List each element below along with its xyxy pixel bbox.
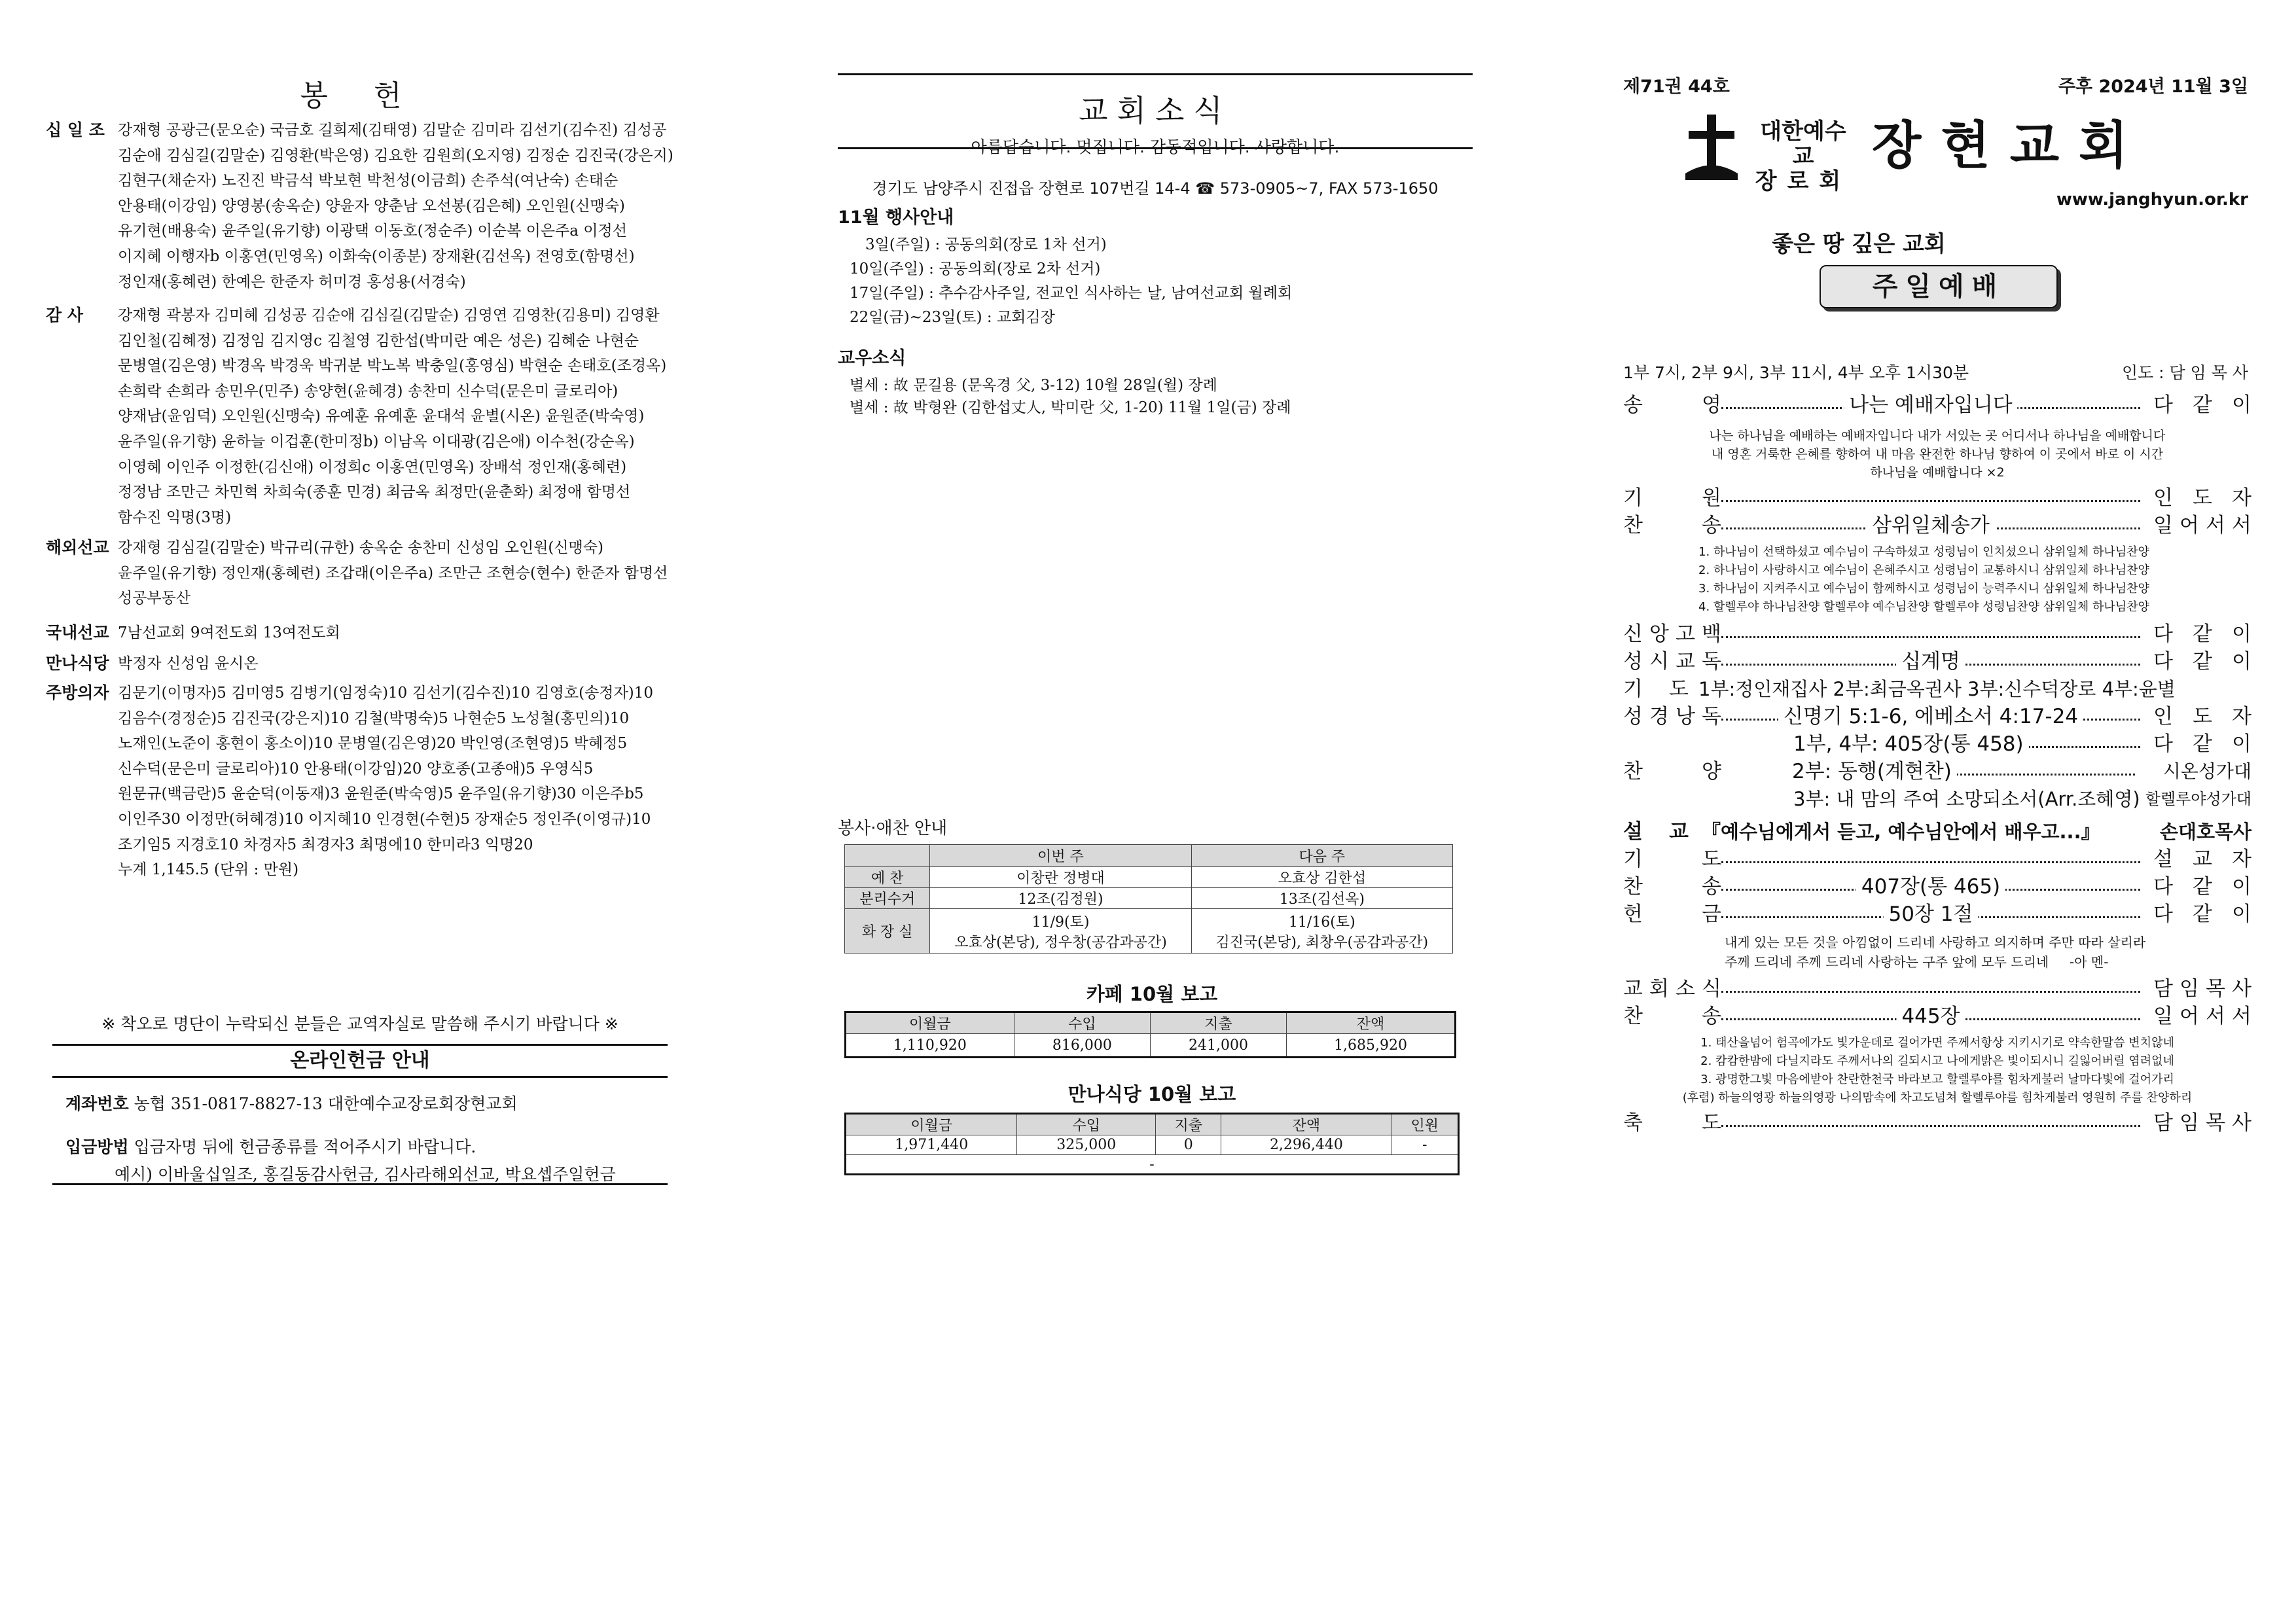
church-news-panel: [838, 0, 1473, 1623]
name-list: [118, 620, 694, 646]
order-performer: 담 임 목 사: [2151, 975, 2251, 1003]
lyric-line: 2. 하나님이 사랑하시고 예수님이 은혜주시고 성령님이 교통하시니 삼위일체 하나님찬양: [1698, 563, 2149, 577]
order-row-responsive-reading: [1623, 648, 2251, 675]
online-offering-title: 온라인헌금 안내: [52, 1044, 668, 1078]
order-label: 신 앙 고 백: [1623, 622, 1721, 646]
table-row: [846, 1034, 1456, 1058]
cross-icon: [1682, 111, 1741, 183]
order-content: 십계명: [1896, 648, 1965, 675]
table-row: [845, 909, 1453, 954]
denomination-line: 대한예수교: [1760, 118, 1846, 169]
order-row-praise-2: [1623, 758, 2251, 785]
order-label: 교 회 소 식: [1623, 977, 1721, 1001]
section-label: 해외선교: [46, 538, 109, 557]
dotted-leader: [1721, 703, 2140, 728]
dotted-leader: [1721, 975, 2140, 993]
name-line: 신수덕(문은미 글로리아)10 안용태(이강임)20 양호종(고종애)5 우영식5: [118, 760, 594, 777]
name-list: [118, 535, 694, 611]
name-line: 원문규(백금란)5 윤순덕(이동재)3 윤원준(박숙영)5 윤주일(유기향)30 이은주b5: [118, 785, 644, 803]
news-title: 교회소식: [1079, 93, 1232, 128]
table-cell: 2,296,440: [1221, 1135, 1391, 1155]
table-header: 지출: [1156, 1114, 1221, 1135]
dotted-leader: [1793, 730, 2140, 756]
lyric-line: 3. 하나님이 지켜주시고 예수님이 함께하시고 성령님이 능력주시니 삼위일체 하나님찬양: [1698, 582, 2149, 596]
dotted-leader: [1721, 901, 2140, 926]
order-label: 기 원: [1623, 486, 1721, 510]
church-logo: [1682, 111, 2193, 194]
service-table: [844, 844, 1453, 954]
offering-title: 봉 헌: [300, 79, 420, 113]
lyrics-block: [1698, 543, 2149, 616]
table-cell: [845, 845, 930, 867]
order-label: 설 교: [1623, 820, 1689, 844]
name-line: 정인재(홍혜련) 한예은 한준자 허미경 홍성용(서경숙): [118, 273, 466, 291]
event-item: 17일(주일) : 추수감사주일, 전교인 식사하는 날, 남여선교회 월례회: [850, 285, 1293, 302]
cell-line: 오효상(본당), 정우창(공감과공간): [954, 934, 1167, 951]
member-news-title: 교우소식: [838, 348, 906, 368]
lyric-line: 2. 캄캄한밤에 다닐지라도 주께서나의 길되시고 나에게밝은 빛이되시니 길잃어버릴 염려없네: [1700, 1054, 2174, 1068]
order-performer: 다 같 이: [2151, 730, 2251, 758]
denomination-line: 장로회: [1755, 168, 1852, 194]
account-info: [65, 1091, 518, 1115]
order-label: 찬 양: [1623, 760, 1721, 783]
order-label: 송 영: [1623, 393, 1721, 417]
dotted-leader: [1721, 648, 2140, 673]
name-line: 박정자 신성임 윤시온: [118, 655, 259, 672]
name-line: 이영혜 이인주 이정한(김신애) 이정희c 이홍연(민영옥) 장배석 정인재(홍혜련): [118, 458, 627, 476]
worship-panel: [1623, 0, 2258, 1623]
table-cell: -: [846, 1155, 1459, 1175]
lyric-line: 주께 드리네 주께 드리네 사랑하는 구주 앞에 모두 드리네 -아 멘-: [1725, 954, 2109, 970]
table-header: 지출: [1150, 1012, 1286, 1034]
table-cell: 이창란 정병대: [930, 867, 1191, 888]
name-line: 윤주일(유기향) 정인재(홍혜련) 조갑래(이은주a) 조만근 조현승(현수) 한준자 함명선: [118, 564, 668, 582]
order-content: 『예수님에게서 듣고, 예수님안에서 배우고...』: [1702, 821, 2100, 843]
lyrics-block: [1623, 1034, 2251, 1107]
order-performer: 손대호목사: [2159, 821, 2251, 843]
table-header: 잔액: [1287, 1012, 1456, 1034]
service-name-badge: 주일예배: [1820, 265, 2058, 308]
order-label: 찬 송: [1623, 875, 1721, 899]
name-line: 강재형 김심길(김말순) 박규리(규한) 송옥순 송찬미 신성임 오인원(신맹숙): [118, 539, 604, 556]
lyric-line: 내게 있는 모든 것을 아낌없이 드리네 사랑하고 의지하며 주만 따라 살리라: [1725, 935, 2146, 950]
table-header: 다음 주: [1191, 845, 1452, 867]
section-label: 감 사: [46, 306, 84, 325]
table-header: 이번 주: [930, 845, 1191, 867]
section-label: 국내선교: [46, 623, 109, 642]
order-content: 1부, 4부: 405장(통 458): [1793, 730, 2029, 758]
cell-line: 김진국(본당), 최창우(공감과공간): [1215, 934, 1429, 951]
name-line: 이인주30 이정만(허혜경)10 이지혜10 인경현(수현)5 장재순5 정인주(이영규)10: [118, 810, 651, 828]
order-label: 찬 송: [1623, 514, 1721, 537]
name-line: 김인철(김혜정) 김정임 김지영c 김철영 김한섭(박미란 예은 성은) 김혜순 나현순: [118, 332, 639, 349]
order-label: 기 도: [1623, 847, 1721, 871]
order-label: 찬 송: [1623, 1005, 1721, 1028]
lyrics-block: [1725, 933, 2145, 972]
cafe-table: [844, 1011, 1456, 1058]
order-row-praise-1: [1623, 730, 2251, 758]
dotted-leader: [1721, 391, 2140, 417]
name-line: 김순애 김심길(김말순) 김영환(박은영) 김요한 김원희(오지영) 김정순 김진국(강은지): [118, 147, 673, 164]
total-amount: 누계 1,145.5 (단위 : 만원): [118, 861, 299, 879]
name-line: 함수진 익명(3명): [118, 508, 232, 526]
method-example: 예시) 이바울십일조, 홍길동감사헌금, 김사라해외선교, 박요셉주일헌금: [115, 1165, 616, 1184]
account-number: 농협 351-0817-8827-13 대한예수교장로회장현교회: [134, 1094, 518, 1113]
service-title: 봉사·애찬 안내: [838, 819, 948, 838]
lyric-line: 1. 하나님이 선택하셨고 예수님이 구속하셨고 성령님이 인치셨으니 삼위일체 하나님찬양: [1698, 545, 2149, 559]
name-line: 7남선교회 9여전도회 13여전도회: [118, 624, 340, 641]
section-label: 만나식당: [46, 654, 109, 673]
table-row: [845, 867, 1453, 888]
table-row: [846, 1155, 1459, 1175]
order-row-scripture: [1623, 703, 2251, 730]
event-item: 3일(주일) : 공동의회(장로 1차 선거): [865, 236, 1107, 253]
order-label: 성 시 교 독: [1623, 650, 1721, 673]
table-cell: 1,971,440: [846, 1135, 1017, 1155]
order-row-sermon: [1623, 818, 2251, 846]
order-performer: 다 같 이: [2151, 873, 2251, 901]
method-text: 입금자명 뒤에 헌금종류를 적어주시기 바랍니다.: [134, 1137, 476, 1156]
service-times: 1부 7시, 2부 9시, 3부 11시, 4부 오후 1시30분: [1623, 363, 1969, 382]
name-line: 강재형 공광근(문오순) 국금호 길희제(김태영) 김말순 김미라 김선기(김수진) 김성공: [118, 122, 667, 139]
dotted-leader: [1721, 484, 2140, 502]
volume-number: 제71권 44호: [1623, 77, 1730, 97]
order-row-announcements: [1623, 975, 2251, 1003]
name-line: 윤주일(유기향) 윤하늘 이겁훈(한미정b) 이남옥 이대광(김은애) 이수천(강순옥): [118, 433, 635, 450]
table-cell: 325,000: [1017, 1135, 1156, 1155]
name-line: 정정남 조만근 차민혁 차희숙(종훈 민경) 최금옥 최정만(윤춘화) 최정애 함명선: [118, 484, 631, 501]
order-row-benediction: [1623, 1109, 2251, 1137]
lyric-line: 1. 태산을넘어 험곡에가도 빛가운데로 걸어가면 주께서항상 지키시기로 약속한말씀 변치않네: [1700, 1036, 2174, 1050]
manna-report-title: 만나식당 10월 보고: [1067, 1083, 1236, 1105]
bulletin-date: 주후 2024년 11월 3일: [2058, 77, 2248, 97]
name-line: 노재인(노준이 홍현이 홍소이)10 문병열(김은영)20 박인영(조현영)5 박혜정5: [118, 735, 628, 753]
order-label: 축 도: [1623, 1111, 1721, 1135]
event-item: 10일(주일) : 공동의회(장로 2차 선거): [850, 260, 1101, 277]
order-performer: 인 도 자: [2151, 703, 2251, 730]
table-header: 이월금: [846, 1114, 1017, 1135]
order-row-hymn-2: [1623, 873, 2251, 901]
name-list: [118, 681, 694, 883]
section-label: 십 일 조: [46, 120, 105, 139]
row-label: 화 장 실: [845, 909, 930, 954]
table-cell: -: [1391, 1135, 1459, 1155]
event-item: 22일(금)~23일(토) : 교회김장: [850, 309, 1055, 326]
order-label: 헌 금: [1623, 902, 1721, 926]
order-label: 성 경 낭 독: [1623, 705, 1721, 728]
order-content: 나는 예배자입니다: [1844, 391, 2017, 419]
table-header: 잔액: [1221, 1114, 1391, 1135]
name-line: 김문기(이명자)5 김미영5 김병기(임정숙)10 김선기(김수진)10 김영호(송정자)10: [118, 685, 653, 702]
cell-line: 11/16(토): [1288, 914, 1355, 931]
order-performer: 일 어 서 서: [2151, 1003, 2251, 1030]
order-row-prayer-2: [1623, 846, 2251, 873]
order-performer: 인 도 자: [2151, 484, 2251, 512]
table-cell: 1,110,920: [846, 1034, 1014, 1058]
order-row-hymn-3: [1623, 1003, 2251, 1030]
order-performer: 다 같 이: [2151, 620, 2251, 648]
order-content: 445장: [1896, 1003, 1965, 1030]
table-cell: 816,000: [1014, 1034, 1150, 1058]
dotted-leader: [1721, 1003, 2140, 1028]
news-item: 별세 : 故 박형완 (김한섭丈人, 박미란 父, 1-20) 11월 1일(금) 장례: [850, 399, 1291, 416]
order-row-hymn: [1623, 512, 2251, 539]
lyric-line: 4. 할렐루야 하나님찬양 할렐루야 예수님찬양 할렐루야 성령님찬양 삼위일체 하나님찬양: [1698, 600, 2149, 614]
table-cell: 13조(김선옥): [1191, 888, 1452, 909]
order-content: 50장 1절: [1884, 901, 1979, 928]
name-line: 유기현(배용숙) 윤주일(유기향) 이광택 이동호(정순주) 이순복 이은주a 이정선: [118, 223, 627, 240]
order-performer: 다 같 이: [2151, 648, 2251, 675]
table-cell: 오효상 김한섭: [1191, 867, 1452, 888]
order-performer: 시온성가대: [2138, 758, 2251, 785]
cafe-report-title: 카페 10월 보고: [1086, 983, 1218, 1005]
dotted-leader: [1721, 512, 2140, 537]
name-line: 안용태(이강임) 양영봉(송옥순) 양윤자 양춘남 오선봉(김은혜) 오인원(신맹숙): [118, 197, 625, 215]
table-header: 수입: [1014, 1012, 1150, 1034]
method-label: 입금방법: [65, 1137, 129, 1156]
deposit-method: [65, 1134, 476, 1158]
order-content: 407장(통 465): [1856, 873, 2005, 901]
row-label: 분리수거: [845, 888, 930, 909]
name-line: 문병열(김은영) 박경옥 박경욱 박귀분 박노복 박충일(홍영심) 박현순 손태호(조경옥): [118, 357, 667, 375]
table-header: 인원: [1391, 1114, 1459, 1135]
order-performer: 일 어 서 서: [2151, 512, 2251, 539]
order-row-offering: [1623, 901, 2251, 928]
order-label: 기 도: [1623, 677, 1689, 701]
lyric-line: (후렴) 하늘의영광 하늘의영광 나의맘속에 차고도넘쳐 할렐루야를 힘차게불러 영원히 주를 찬양하리: [1682, 1091, 2193, 1105]
table-cell: [1191, 909, 1452, 954]
church-address: 경기도 남양주시 진접읍 장현로 107번길 14-4 ☎ 573-0905~7, FAX 573-1650: [872, 179, 1439, 198]
order-row-invocation: [1623, 484, 2251, 512]
name-list: [118, 651, 694, 677]
cell-line: 11/9(토): [1031, 914, 1090, 931]
name-line: 강재형 곽봉자 김미혜 김성공 김순애 김심길(김말순) 김영연 김영찬(김용미) 김영환: [118, 307, 660, 324]
order-performer: 담 임 목 사: [2151, 1109, 2251, 1137]
lyric-line: 나는 하나님을 예배하는 예배자입니다 내가 서있는 곳 어디서나 하나님을 예배합니다: [1709, 429, 2166, 443]
offering-panel: [46, 0, 674, 1623]
service-leader: 인도 : 담 임 목 사: [2121, 363, 2248, 382]
name-line: 손희락 손희라 송민우(민주) 송양현(윤혜경) 송찬미 신수덕(문은미 글로리아): [118, 382, 619, 400]
table-cell: 12조(김정원): [930, 888, 1191, 909]
table-row: [845, 888, 1453, 909]
order-row-prayer: [1623, 675, 2251, 703]
church-motto: 좋은 땅 깊은 교회: [1772, 231, 1946, 257]
table-cell: [930, 909, 1191, 954]
table-header: 이월금: [846, 1012, 1014, 1034]
news-item: 별세 : 故 문길용 (문옥경 父, 3-12) 10월 28일(월) 장례: [850, 377, 1217, 394]
denomination-label: [1754, 119, 1852, 194]
order-performer: 할렐루야성가대: [2145, 790, 2251, 808]
lyric-line: 3. 광명한그빛 마음에받아 찬란한천국 바라보고 할렐루야를 힘차게불러 날마다빛에 걸어가리: [1700, 1073, 2174, 1086]
order-row-praise-3: [1623, 785, 2251, 813]
name-line: 성공부동산: [118, 590, 191, 607]
manna-table: [844, 1113, 1460, 1175]
name-line: 김현구(채순자) 노진진 박금석 박보현 박천성(이금희) 손주석(여난숙) 손태순: [118, 172, 619, 190]
order-content: 삼위일체송가: [1867, 512, 1995, 539]
church-name: 장현교회: [1872, 116, 2148, 175]
table-header: 수입: [1017, 1114, 1156, 1135]
dotted-leader: [1721, 846, 2140, 863]
account-label: 계좌번호: [65, 1094, 129, 1113]
table-cell: 0: [1156, 1135, 1221, 1155]
omission-notice: ※ 착오로 명단이 누락되신 분들은 교역자실로 말씀해 주시기 바랍니다 ※: [101, 1014, 619, 1033]
table-cell: 1,685,920: [1287, 1034, 1456, 1058]
news-subtitle: 아름답습니다. 멋집니다. 감동적입니다. 사랑합니다.: [971, 137, 1340, 156]
name-line: 이지혜 이행자b 이홍연(민영옥) 이화숙(이종분) 장재환(김선옥) 전영호(함명선): [118, 247, 635, 265]
website-link[interactable]: www.janghyun.or.kr: [2056, 190, 2248, 209]
order-row-creed: [1623, 620, 2251, 648]
name-line: 김음수(경정순)5 김진국(강은지)10 김철(박명숙)5 나현순5 노성철(홍민의)10: [118, 709, 630, 727]
news-header: [838, 73, 1473, 156]
name-list: [118, 118, 694, 294]
dotted-leader: [1787, 758, 2140, 783]
name-line: 조기임5 지경호10 차경자5 최경자3 최명에10 한미라3 익명20: [118, 836, 533, 853]
table-cell: 241,000: [1150, 1034, 1286, 1058]
order-performer: 다 같 이: [2151, 391, 2251, 419]
dotted-leader: [1721, 873, 2140, 899]
order-content: 3부: 내 맘의 주여 소망되소서(Arr.조혜영): [1793, 788, 2140, 810]
divider: [52, 1183, 668, 1185]
order-performer: 설 교 자: [2151, 846, 2251, 873]
lyric-line: 내 영혼 거룩한 은혜를 향하여 내 마음 완전한 하나님 향하여 이 곳에서 바로 이 시간: [1711, 447, 2164, 461]
lyric-line: 하나님을 예배합니다 ×2: [1870, 465, 2005, 480]
row-label: 예 찬: [845, 867, 930, 888]
section-label: 주방의자: [46, 683, 109, 702]
table-row: [846, 1135, 1459, 1155]
name-line: 양재남(윤임덕) 오인원(신맹숙) 유예훈 유예훈 윤대석 윤별(시온) 윤원준(박숙영): [118, 408, 645, 425]
order-row-opening: [1623, 391, 2251, 419]
name-list: [118, 303, 694, 530]
lyrics-block: [1623, 427, 2251, 482]
events-title: 11월 행사안내: [838, 207, 954, 228]
order-content: 2부: 동행(계현찬): [1787, 758, 1957, 785]
dotted-leader: [1721, 1109, 2140, 1127]
dotted-leader: [1721, 620, 2140, 638]
order-performer: 다 같 이: [2151, 901, 2251, 928]
order-content: 신명기 5:1-6, 에베소서 4:17-24: [1778, 703, 2083, 730]
order-content: 1부:정인재집사 2부:최금옥권사 3부:신수덕장로 4부:윤별: [1698, 678, 2176, 700]
